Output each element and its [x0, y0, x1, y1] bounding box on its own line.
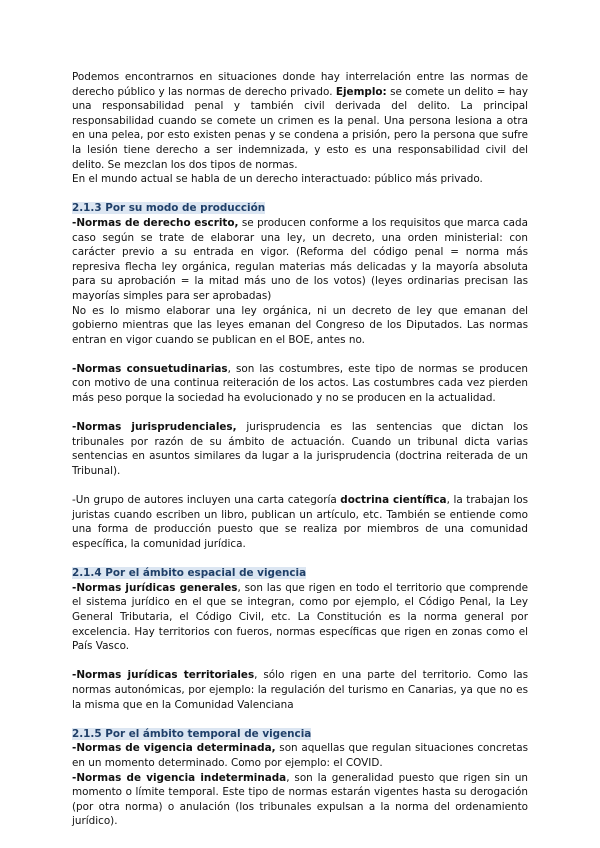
vigencia-determinada-label: -Normas de vigencia determinada, — [72, 742, 276, 755]
normas-jurisprudenciales-paragraph — [72, 420, 528, 478]
normas-consuetudinarias-label: -Normas consuetudinarias — [72, 362, 228, 375]
section-heading-2-1-5 — [72, 727, 528, 742]
section-heading-text: 2.1.3 Por su modo de producción — [72, 202, 266, 215]
vigencia-indeterminada-text: , son la generalidad puesto que rigen sin un momento o límite temporal. Este tipo de normas estarán vigentes hasta su derogación (por otra norma) o anulación (los tribunales expulsan a la norma del ordenamiento jurídico). — [72, 771, 528, 828]
normas-consuetudinarias-paragraph — [72, 362, 528, 406]
intro-text-b: se comete un delito = hay una responsabilidad penal y también civil derivada del delito. La principal responsabilidad cuando se comete un crimen es la penal. Una persona lesiona a otra en una pelea, por esto existen penas y se condena a prisión, pero la persona que sufre la lesión tiene derecho a ser indemnizada, y esto es una responsabilidad civil del delito. Se mezclan los dos tipos de normas. — [72, 85, 528, 171]
normas-territoriales-label: -Normas jurídicas territoriales — [72, 669, 255, 682]
vigencia-determinada-paragraph — [72, 741, 528, 770]
normas-generales-text: , son las que rigen en todo el territorio que comprende el sistema jurídico en el que se integran, como por ejemplo, el Código Penal, la Ley General Tributaria, el Código Civil, etc. La Constitución es la norma general por excelencia. Hay territorios con fueros, normas específicas que rigen en zonas como el País Vasco. — [72, 581, 528, 653]
normas-jurisprudenciales-text: jurisprudencia es las sentencias que dictan los tribunales por razón de su ámbito de actuación. Cuando un tribunal dicta varias sentencias en asuntos similares da lugar a la jurisprudencia (doctrina reiterada de un Tribunal). — [72, 421, 528, 478]
normas-escrito-text: se producen conforme a los requisitos que marca cada caso según se trate de elaborar una ley, un decreto, una orden ministerial: con carácter previo a su entrada en vigor. (Reforma del código penal = norma más represiva flecha ley orgánica, regulan materias más delicadas y la mayoría absoluta para su aprobación = la mitad más uno de los votos) (leyes ordinarias precisan las mayorías simples para ser aprobadas) — [72, 216, 528, 302]
normas-jurisprudenciales-label: -Normas jurisprudenciales, — [72, 421, 237, 434]
normas-territoriales-text: , sólo rigen en una parte del territorio. Como las normas autonómicas, por ejemplo: la regulación del turismo en Canarias, ya que no es la misma que en la Comunidad Valenciana — [72, 669, 528, 711]
doctrina-text-b: , la trabajan los juristas cuando escriben un libro, publican un artículo, etc. También se entiende como una forma de producción puesto que se realiza por miembros de una comunidad específica, la comunidad jurídica. — [72, 494, 529, 550]
intro-text-a: Podemos encontrarnos en situaciones donde hay interrelación entre las normas de derecho público y las normas de derecho privado. — [72, 71, 528, 98]
intro-example-label: Ejemplo: — [335, 85, 387, 98]
vigencia-determinada-text: son aquellas que regulan situaciones concretas en un momento determinado. Como por ejemplo: el COVID. — [72, 742, 528, 769]
normas-escrito-paragraph — [72, 216, 528, 304]
section-heading-text: 2.1.4 Por el ámbito espacial de vigencia — [72, 567, 307, 580]
doctrina-text-a: -Un grupo de autores incluyen una carta categoría — [72, 494, 341, 507]
vigencia-indeterminada-paragraph — [72, 771, 528, 829]
normas-territoriales-paragraph — [72, 668, 528, 712]
normas-generales-paragraph — [72, 581, 528, 654]
intro-paragraph — [72, 70, 528, 172]
normas-escrito-paragraph-2: No es lo mismo elaborar una ley orgánica, ni un decreto de ley que emanan del gobierno mientras que las leyes emanan del Congreso de los Diputados. Las normas entran en vigor cuando se publican en el BOE, antes no. — [72, 304, 528, 346]
doctrina-cientifica-label: doctrina científica — [340, 494, 447, 507]
section-heading-2-1-4 — [72, 566, 528, 581]
doctrina-cientifica-paragraph — [72, 493, 528, 551]
normas-generales-label: -Normas jurídicas generales — [72, 581, 238, 594]
intro-paragraph-2: En el mundo actual se habla de un derecho interactuado: público más privado. — [72, 173, 483, 186]
document-page — [72, 70, 528, 829]
vigencia-indeterminada-label: -Normas de vigencia indeterminada — [72, 771, 287, 784]
section-heading-text: 2.1.5 Por el ámbito temporal de vigencia — [72, 727, 312, 740]
section-heading-2-1-3 — [72, 201, 528, 216]
normas-consuetudinarias-text: , son las costumbres, este tipo de normas se producen con motivo de una continua reiteración de los actos. Las costumbres cada vez pierden más peso porque la sociedad ha evolucionado y no se producen en la actualidad. — [72, 362, 528, 405]
normas-escrito-label: -Normas de derecho escrito, — [72, 216, 239, 229]
